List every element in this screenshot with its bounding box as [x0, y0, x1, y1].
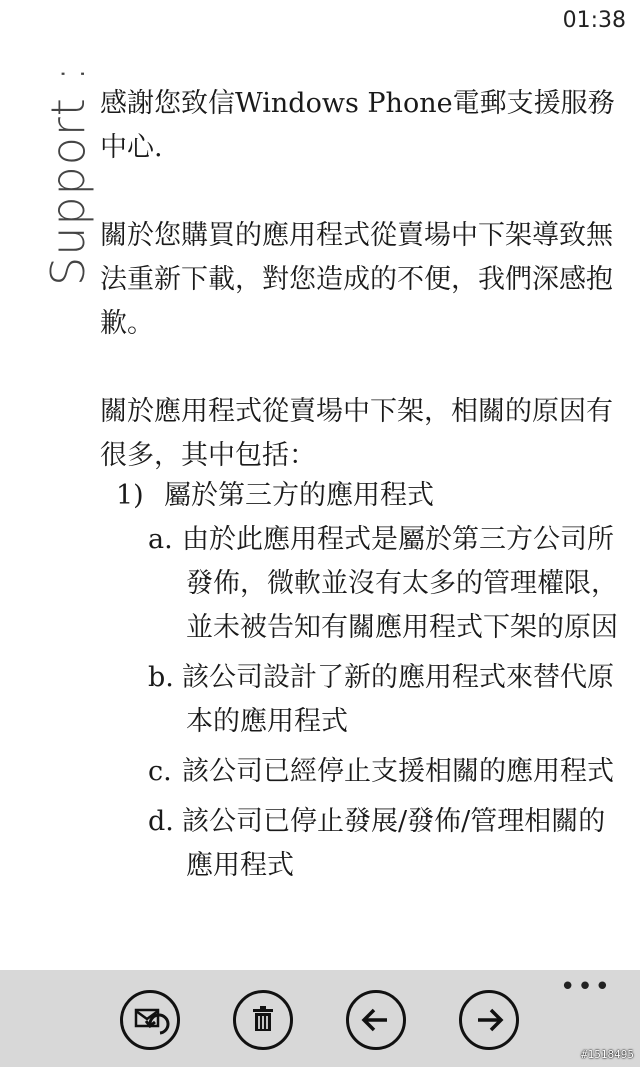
- paragraph: 關於您購買的應用程式從賣場中下架導致無法重新下載，對您造成的不便，我們深感抱歉。: [100, 220, 613, 339]
- reply-button[interactable]: [120, 990, 180, 1050]
- app-bar: [0, 970, 640, 1067]
- sub-list-item: [148, 750, 630, 794]
- sub-list-text: 由於此應用程式是屬於第三方公司所發佈，微軟並沒有太多的管理權限，並未被告知有關應用程式下架的原因: [182, 524, 618, 643]
- sub-list-text: 該公司已經停止支援相關的應用程式: [182, 756, 614, 787]
- sub-list-text: 該公司設計了新的應用程式來替代原本的應用程式: [182, 662, 614, 737]
- next-button[interactable]: [459, 990, 519, 1050]
- sub-list-item: [148, 800, 630, 888]
- sub-list-item: [148, 656, 630, 744]
- sub-list-letter: d.: [148, 806, 174, 837]
- reasons-list: [100, 474, 630, 888]
- sub-list-letter: a.: [148, 524, 173, 555]
- message-body: [100, 82, 630, 894]
- previous-button[interactable]: [346, 990, 406, 1050]
- list-number: 1): [116, 480, 144, 511]
- list-item-label: 屬於第三方的應用程式: [164, 480, 434, 511]
- page-title: Support :: [41, 65, 95, 286]
- paragraph: 感謝您致信Windows Phone電郵支援服務中心.: [100, 88, 615, 163]
- more-options-button[interactable]: •••: [559, 972, 612, 1002]
- sub-list: [148, 518, 630, 888]
- sub-list-text: 該公司已停止發展/發佈/管理相關的應用程式: [182, 806, 606, 881]
- reply-icon: [130, 1000, 170, 1040]
- sub-list-letter: b.: [148, 662, 174, 693]
- status-time: 01:38: [562, 8, 626, 33]
- next-icon: [472, 1003, 506, 1037]
- sub-list-item: [148, 518, 630, 650]
- list-item: [100, 474, 630, 518]
- previous-icon: [359, 1003, 393, 1037]
- sub-list-letter: c.: [148, 756, 172, 787]
- delete-icon: [246, 1003, 280, 1037]
- delete-button[interactable]: [233, 990, 293, 1050]
- watermark: #1518495: [581, 1048, 634, 1061]
- paragraph: 關於應用程式從賣場中下架，相關的原因有很多，其中包括：: [100, 396, 613, 471]
